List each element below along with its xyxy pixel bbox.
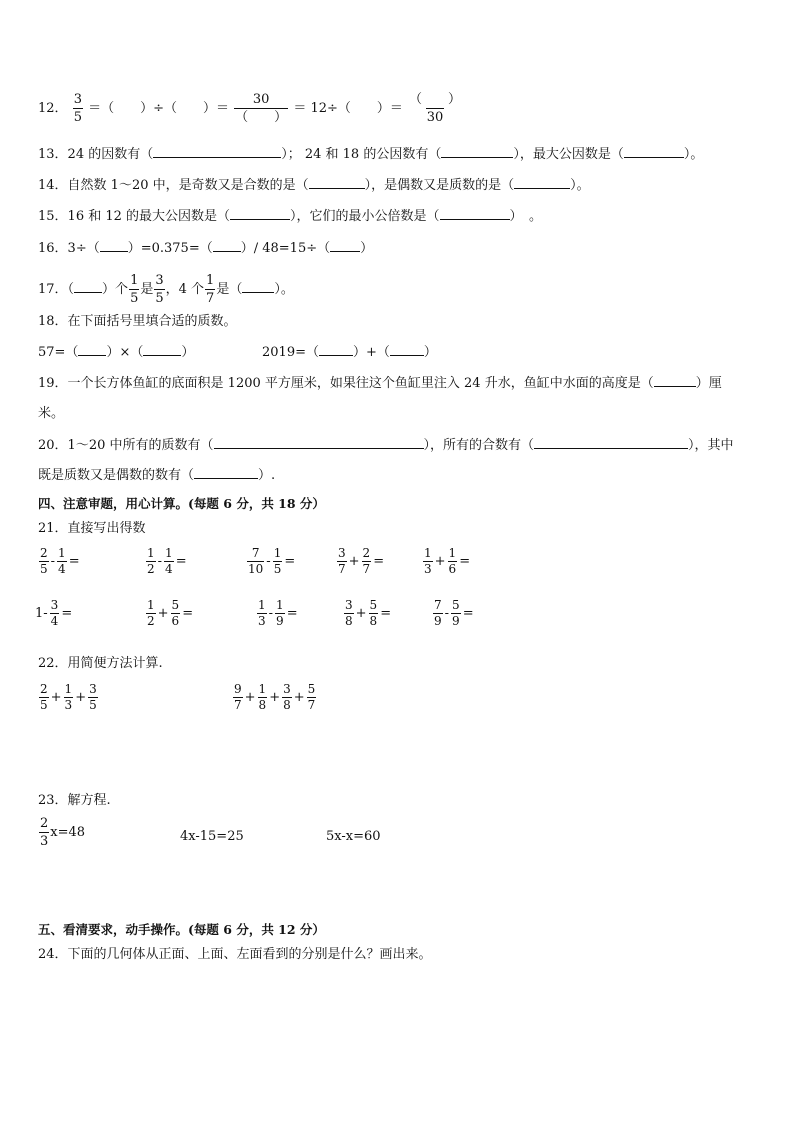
q20-blank-3[interactable] [194,466,258,479]
section-5-heading: 五、看清要求，动手操作。(每题 6 分，共 12 分） [38,922,325,937]
q20-blank-2[interactable] [534,436,688,449]
q12-fraction-3: $\frac{( )}{30}$ [409,92,462,125]
fraction: $\frac{2}{7}$ [362,546,371,576]
fraction: $\frac{1}{3}$ [64,682,73,712]
fraction: $\frac{3}{8}$ [283,682,291,712]
q21-item-8: $\frac{1}{3}$ - $\frac{1}{9}$ = [258,598,298,628]
q13-blank-3[interactable] [624,145,684,158]
q13-blank-2[interactable] [441,145,513,158]
question-21-title: 21．直接写出得数 [38,521,146,536]
q16-blank-3[interactable] [330,239,360,252]
fraction: $\frac{9}{7}$ [234,682,242,712]
question-17: 17．（ ）个 $\frac{1}{5}$ 是 $\frac{3}{5}$ ，4 个 $\frac{1}{7}$ 是（ ）。 [38,273,294,306]
fraction: $\frac{5}{7}$ [307,682,316,712]
fraction: $\frac{1}{9}$ [276,598,284,628]
q21-item-10: $\frac{7}{9}$ - $\frac{5}{9}$ = [434,598,474,628]
section-4-heading: 四、注意审题，用心计算。(每题 6 分，共 18 分） [38,496,325,511]
question-14: 14．自然数 1～20 中，是奇数又是合数的是（ ），是偶数又是质数的是（ ）。 [38,178,590,193]
q14-blank-1[interactable] [309,176,365,189]
q17-fraction-1: $\frac{1}{5}$ [130,273,139,306]
fraction: $\frac{7}{9}$ [434,598,442,628]
question-24: 24．下面的几何体从正面、上面、左面看到的分别是什么？画出来。 [38,947,432,962]
fraction: $\frac{2}{5}$ [40,682,48,712]
fraction: $\frac{1}{5}$ [273,546,282,576]
q12-fraction-2: $\frac{30}{( )}$ [235,92,288,125]
fraction: $\frac{1}{2}$ [147,598,155,628]
fraction: $\frac{5}{6}$ [171,598,180,628]
question-20-cont: 既是质数又是偶数的数有（ ）. [38,468,276,483]
q12-number: 12． [38,101,68,116]
q16-blank-1[interactable] [100,239,128,252]
fraction: $\frac{7}{10}$ [248,546,264,576]
question-15: 15．16 和 12 的最大公因数是（ ），它们的最小公倍数是（ ） 。 [38,209,543,224]
question-16: 16．3÷（ ）=0.375=（ ）/ 48=15÷（ ） [38,241,374,256]
question-19: 19．一个长方体鱼缸的底面积是 1200 平方厘米，如果往这个鱼缸里注入 24 升水，鱼缸中水面的高度是（ ）厘 [38,376,722,391]
q15-blank-2[interactable] [440,207,510,220]
q20-blank-1[interactable] [214,436,424,449]
q21-item-5: $\frac{1}{3}$ + $\frac{1}{6}$ = [424,546,471,576]
question-20: 20．1～20 中所有的质数有（ ），所有的合数有（ ），其中 [38,438,734,453]
fraction: $\frac{1}{4}$ [58,546,66,576]
q17-blank-2[interactable] [242,280,274,293]
fraction: $\frac{5}{9}$ [452,598,460,628]
q21-item-2: $\frac{1}{2}$ - $\frac{1}{4}$ = [147,546,187,576]
q13-blank-1[interactable] [153,145,281,158]
q17-blank-1[interactable] [74,280,102,293]
q18-blank-4[interactable] [390,343,424,356]
fraction: $\frac{1}{4}$ [165,546,173,576]
fraction: $\frac{2}{5}$ [40,546,48,576]
q21-item-3: $\frac{7}{10}$ - $\frac{1}{5}$ = [248,546,296,576]
q18-blank-1[interactable] [78,343,106,356]
fraction: $\frac{3}{8}$ [345,598,353,628]
question-12 [38,92,463,125]
q18-left-expression: 57=（ ）×（ ） [38,345,195,360]
question-18-title: 18．在下面括号里填合适的质数。 [38,314,237,329]
fraction: $\frac{3}{7}$ [338,546,346,576]
q18-blank-2[interactable] [143,343,181,356]
q15-blank-1[interactable] [230,207,290,220]
q22-expression-2: $\frac{9}{7}$ + $\frac{1}{8}$ + $\frac{3}{8}$ + $\frac{5}{7}$ [234,682,316,712]
q12-fraction-1: $\frac{3}{5}$ [73,92,82,125]
q12-equation-1: ＝（ ）÷（ ）＝ [88,101,230,116]
q12-equation-2: ＝ 12÷（ ）＝ [293,101,403,116]
q17-fraction-2: $\frac{3}{5}$ [155,273,164,306]
question-19-cont: 米。 [38,406,65,421]
fraction: $\frac{1}{2}$ [147,546,155,576]
q18-right-expression: 2019=（ ）+（ ） [262,345,437,360]
fraction: $\frac{3}{5}$ [89,682,97,712]
q21-item-7: $\frac{1}{2}$ + $\frac{5}{6}$ = [147,598,194,628]
fraction: $\frac{1}{3}$ [424,546,432,576]
question-23-title: 23．解方程. [38,793,111,808]
q16-blank-2[interactable] [213,239,241,252]
fraction: $\frac{1}{3}$ [258,598,266,628]
fraction: $\frac{3}{4}$ [50,598,59,628]
q23-equation-1: $\frac{2}{3}$ x=48 [40,816,86,849]
q21-item-6: 1- $\frac{3}{4}$ = [35,598,73,628]
fraction: $\frac{5}{8}$ [369,598,378,628]
fraction: $\frac{1}{8}$ [258,682,267,712]
q18-blank-3[interactable] [319,343,353,356]
q23-equation-2: 4x-15=25 [180,829,244,844]
q22-expression-1: $\frac{2}{5}$ + $\frac{1}{3}$ + $\frac{3}{5}$ [40,682,97,712]
question-22-title: 22．用简便方法计算. [38,656,163,671]
q14-blank-2[interactable] [514,176,570,189]
question-13: 13．24 的因数有（ ）； 24 和 18 的公因数有（ ），最大公因数是（ ）。 [38,147,704,162]
q23-equation-3: 5x-x=60 [326,829,381,844]
q21-item-1: $\frac{2}{5}$ - $\frac{1}{4}$ = [40,546,80,576]
q21-item-9: $\frac{3}{8}$ + $\frac{5}{8}$ = [345,598,392,628]
fraction: $\frac{1}{6}$ [448,546,457,576]
q17-fraction-3: $\frac{1}{7}$ [206,273,215,306]
q21-item-4: $\frac{3}{7}$ + $\frac{2}{7}$ = [338,546,385,576]
q19-blank[interactable] [654,374,696,387]
